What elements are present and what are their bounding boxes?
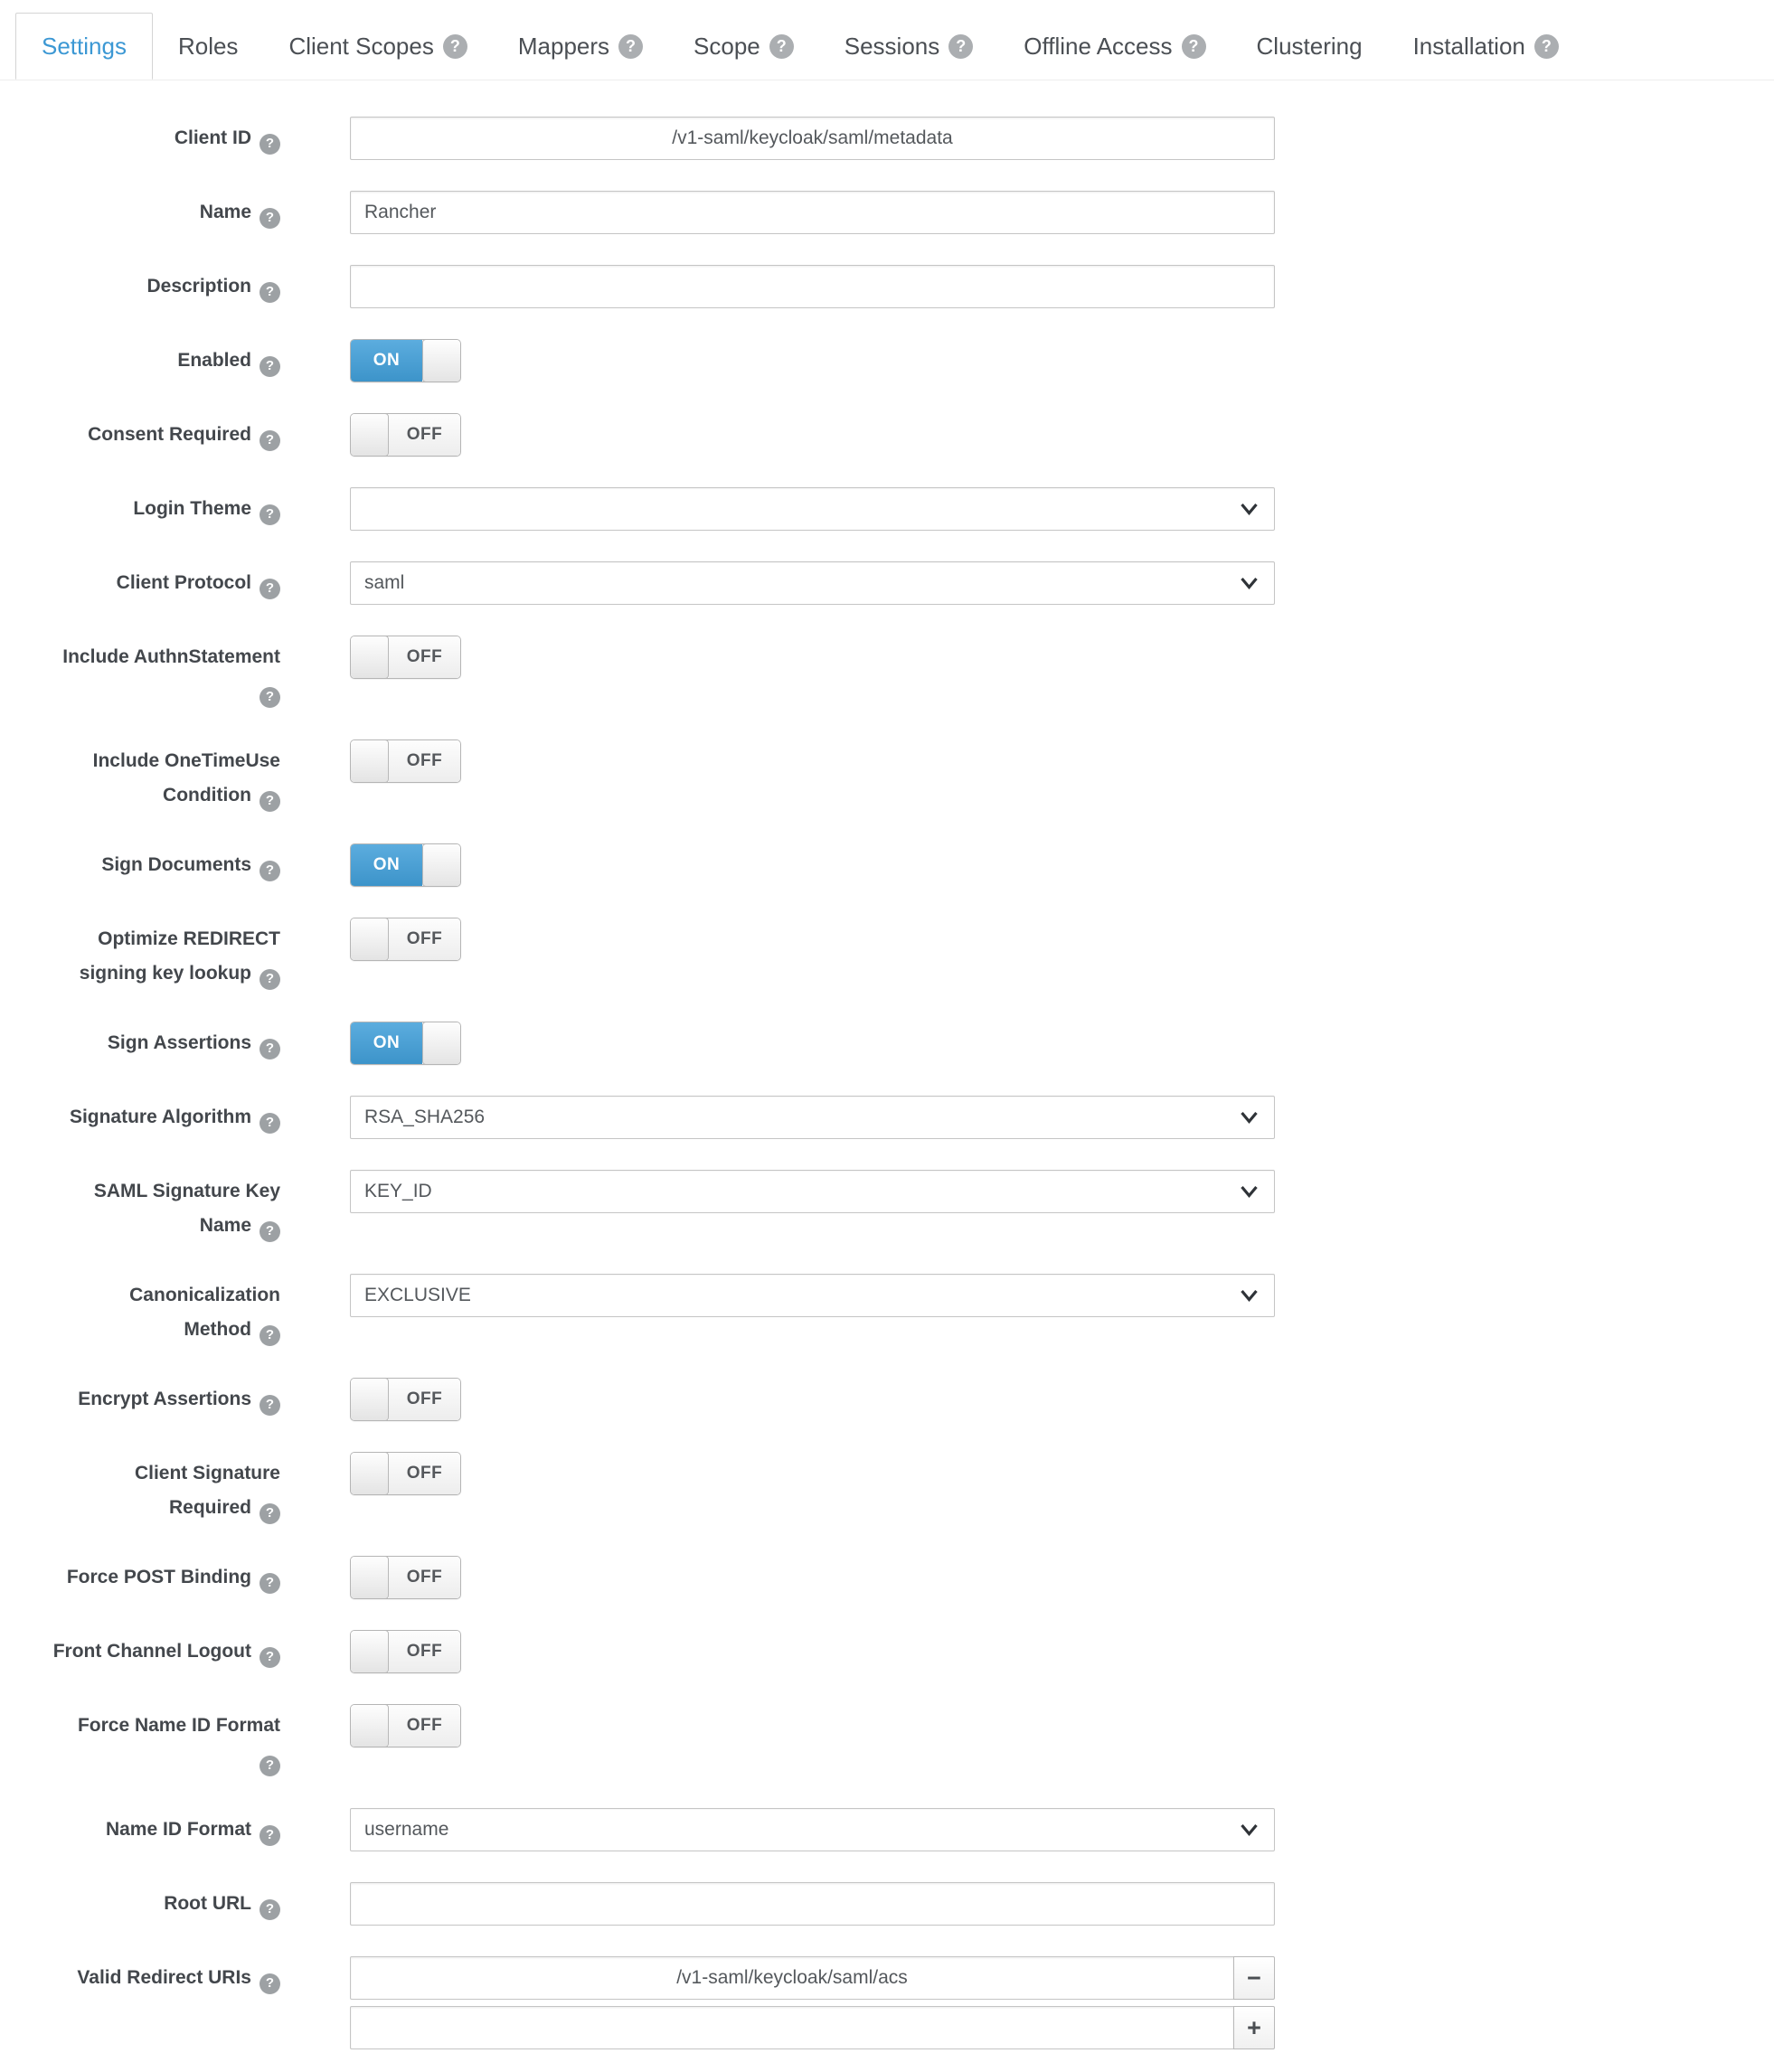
include-one-time-use-condition-control: [350, 739, 1275, 783]
field-label-line: [0, 1313, 280, 1347]
client-protocol-select[interactable]: [350, 561, 1275, 605]
help-icon[interactable]: ?: [1182, 34, 1206, 59]
select-value: RSA_SHA256: [364, 1107, 486, 1127]
force-post-binding-control: [350, 1556, 1275, 1599]
field-label-line: [0, 956, 280, 991]
enabled-toggle[interactable]: [350, 339, 461, 382]
enabled-control: [350, 339, 1275, 382]
field-row-sign-assertions: [0, 1022, 1774, 1065]
field-row-include-one-time-use-condition: [0, 739, 1774, 813]
name-control: [350, 191, 1275, 234]
field-label-text: Client Protocol: [116, 572, 251, 593]
tab-installation[interactable]: [1388, 13, 1584, 80]
help-icon[interactable]: ?: [769, 34, 794, 59]
toggle-handle: [350, 1556, 389, 1599]
front-channel-logout-label: [0, 1630, 280, 1669]
login-theme-control: [350, 487, 1275, 531]
toggle-handle: [350, 739, 389, 783]
client-protocol-control: [350, 561, 1275, 605]
tab-label: Installation: [1412, 32, 1525, 60]
redirect-uri-input[interactable]: [350, 1956, 1234, 2000]
select-value: KEY_ID: [364, 1181, 432, 1201]
help-icon[interactable]: ?: [259, 1113, 280, 1134]
field-label-line: [0, 1456, 280, 1491]
add-uri-button[interactable]: +: [1233, 2006, 1275, 2049]
field-label-text: Valid Redirect URIs: [77, 1967, 251, 1988]
help-icon[interactable]: ?: [259, 861, 280, 881]
field-label-line: [0, 492, 280, 526]
client-id-label: [0, 117, 280, 155]
toggle-handle: [350, 636, 389, 679]
signature-algorithm-label: [0, 1096, 280, 1135]
field-row-description: [0, 265, 1774, 308]
tab-label: Sessions: [844, 32, 940, 60]
valid-redirect-uris-label: [0, 1956, 280, 1995]
select-value: saml: [364, 572, 405, 593]
field-label-line: [0, 640, 280, 674]
select-value: username: [364, 1819, 449, 1840]
field-label-line: [0, 848, 280, 882]
toggle-state-label: OFF: [389, 1453, 460, 1494]
chevron-down-icon: [1240, 577, 1259, 589]
help-icon[interactable]: ?: [259, 1647, 280, 1668]
sign-documents-toggle[interactable]: [350, 843, 461, 887]
sign-documents-control: [350, 843, 1275, 887]
field-label-line: [0, 418, 280, 452]
force-name-id-format-toggle[interactable]: [350, 1704, 461, 1747]
chevron-down-icon: [1240, 503, 1259, 515]
encrypt-assertions-label: [0, 1378, 280, 1417]
field-row-force-name-id-format: [0, 1704, 1774, 1777]
select-value: EXCLUSIVE: [364, 1285, 471, 1305]
field-label-line: [0, 1743, 280, 1777]
help-icon[interactable]: ?: [259, 1573, 280, 1594]
tab-offline-access[interactable]: [998, 13, 1231, 80]
help-icon[interactable]: ?: [259, 356, 280, 377]
tab-roles[interactable]: [153, 13, 263, 80]
sign-documents-label: [0, 843, 280, 882]
help-icon[interactable]: ?: [948, 34, 973, 59]
field-row-client-id: [0, 117, 1774, 160]
tab-label: Scope: [694, 32, 760, 60]
help-icon[interactable]: ?: [259, 282, 280, 303]
client-signature-required-toggle[interactable]: [350, 1452, 461, 1495]
field-label-line: [0, 922, 280, 956]
help-icon[interactable]: ?: [1534, 34, 1559, 59]
signature-algorithm-select[interactable]: [350, 1096, 1275, 1139]
toggle-state-label: ON: [351, 340, 422, 381]
tab-label: Client Scopes: [288, 32, 434, 60]
field-label-text: Sign Documents: [101, 854, 251, 875]
toggle-handle: [350, 413, 389, 457]
chevron-down-icon: [1240, 1185, 1259, 1198]
client-id-control: [350, 117, 1275, 160]
field-label-text: Front Channel Logout: [52, 1641, 251, 1662]
remove-uri-button[interactable]: −: [1233, 1956, 1275, 2000]
field-label-text: Enabled: [177, 350, 251, 371]
chevron-down-icon: [1240, 1111, 1259, 1124]
toggle-state-label: OFF: [389, 918, 460, 960]
field-label-text: Description: [146, 276, 251, 297]
help-icon[interactable]: ?: [259, 687, 280, 708]
tab-client-scopes[interactable]: [263, 13, 492, 80]
help-icon[interactable]: ?: [259, 1899, 280, 1920]
field-label-line: [0, 1560, 280, 1595]
field-row-saml-signature-key-name: [0, 1170, 1774, 1243]
help-icon[interactable]: ?: [259, 504, 280, 525]
toggle-handle: [350, 1378, 389, 1421]
help-icon[interactable]: ?: [259, 1756, 280, 1776]
field-label-text: Name: [199, 202, 251, 222]
tab-label: Roles: [177, 32, 239, 60]
front-channel-logout-control: [350, 1630, 1275, 1673]
tab-clustering[interactable]: [1231, 13, 1388, 80]
include-authn-statement-toggle[interactable]: [350, 636, 461, 679]
tab-scope[interactable]: [668, 13, 819, 80]
toggle-state-label: OFF: [389, 414, 460, 456]
saml-signature-key-name-select[interactable]: [350, 1170, 1275, 1213]
field-label-text: Signature Algorithm: [69, 1107, 251, 1127]
field-label-line: [0, 1100, 280, 1135]
description-label: [0, 265, 280, 304]
field-label-line: [0, 744, 280, 778]
force-name-id-format-control: [350, 1704, 1275, 1747]
client-signature-required-control: [350, 1452, 1275, 1495]
canonicalization-method-control: [350, 1274, 1275, 1317]
field-label-text: Name: [199, 1215, 251, 1236]
sign-assertions-label: [0, 1022, 280, 1060]
name-id-format-label: [0, 1808, 280, 1847]
field-label-line: [0, 566, 280, 600]
help-icon[interactable]: ?: [259, 579, 280, 599]
toggle-handle: [422, 843, 461, 887]
tab-label: Settings: [42, 32, 127, 60]
client-protocol-label: [0, 561, 280, 600]
toggle-state-label: ON: [351, 844, 422, 886]
field-label-line: [0, 1382, 280, 1417]
encrypt-assertions-toggle[interactable]: [350, 1378, 461, 1421]
help-icon[interactable]: ?: [259, 1395, 280, 1416]
field-label-text: Consent Required: [88, 424, 251, 445]
enabled-label: [0, 339, 280, 378]
toggle-handle: [350, 1452, 389, 1495]
field-label-line: [0, 1813, 280, 1847]
force-name-id-format-label: [0, 1704, 280, 1777]
field-row-signature-algorithm: [0, 1096, 1774, 1139]
field-row-consent-required: [0, 413, 1774, 457]
field-label-line: [0, 121, 280, 155]
field-row-force-post-binding: [0, 1556, 1774, 1599]
tab-label: Mappers: [517, 32, 610, 60]
valid-redirect-uris-control: [350, 1956, 1275, 2049]
field-label-text: SAML Signature Key: [93, 1181, 280, 1201]
saml-signature-key-name-control: [350, 1170, 1275, 1213]
toggle-handle: [422, 1022, 461, 1065]
field-label-line: [0, 674, 280, 709]
optimize-redirect-signing-key-lookup-label: [0, 918, 280, 991]
field-label-text: Optimize REDIRECT: [98, 928, 280, 949]
field-row-sign-documents: [0, 843, 1774, 887]
field-label-line: [0, 1709, 280, 1743]
field-label-text: Encrypt Assertions: [78, 1389, 251, 1409]
field-row-login-theme: [0, 487, 1774, 531]
field-label-text: signing key lookup: [79, 963, 251, 984]
name-input[interactable]: [350, 191, 1275, 234]
field-label-line: [0, 778, 280, 813]
field-row-root-url: [0, 1882, 1774, 1926]
field-row-valid-redirect-uris: [0, 1956, 1774, 2049]
field-row-canonicalization-method: [0, 1274, 1774, 1347]
field-row-client-protocol: [0, 561, 1774, 605]
consent-required-label: [0, 413, 280, 452]
field-row-name-id-format: [0, 1808, 1774, 1851]
field-label-line: [0, 1961, 280, 1995]
field-label-text: Condition: [163, 785, 251, 805]
help-icon[interactable]: ?: [259, 1039, 280, 1060]
redirect-uri-group: [350, 2006, 1275, 2049]
field-label-text: Canonicalization: [129, 1285, 280, 1305]
field-label-line: [0, 1278, 280, 1313]
redirect-uri-group: [350, 1956, 1275, 2000]
field-label-line: [0, 344, 280, 378]
field-row-front-channel-logout: [0, 1630, 1774, 1673]
field-label-line: [0, 195, 280, 230]
tab-mappers[interactable]: [493, 13, 668, 80]
include-one-time-use-condition-label: [0, 739, 280, 813]
force-post-binding-toggle[interactable]: [350, 1556, 461, 1599]
optimize-redirect-signing-key-lookup-toggle[interactable]: [350, 918, 461, 961]
name-id-format-select[interactable]: [350, 1808, 1275, 1851]
toggle-state-label: OFF: [389, 1631, 460, 1672]
field-row-enabled: [0, 339, 1774, 382]
field-label-text: Login Theme: [133, 498, 251, 519]
optimize-redirect-signing-key-lookup-control: [350, 918, 1275, 961]
field-label-line: [0, 1887, 280, 1921]
toggle-handle: [350, 1704, 389, 1747]
toggle-handle: [350, 918, 389, 961]
toggle-state-label: OFF: [389, 636, 460, 678]
field-row-client-signature-required: [0, 1452, 1774, 1525]
field-row-encrypt-assertions: [0, 1378, 1774, 1421]
field-row-name: [0, 191, 1774, 234]
sign-assertions-control: [350, 1022, 1275, 1065]
root-url-input[interactable]: [350, 1882, 1275, 1926]
help-icon[interactable]: ?: [259, 791, 280, 812]
field-label-text: Client ID: [174, 127, 251, 148]
tab-settings[interactable]: [15, 13, 153, 80]
help-icon[interactable]: ?: [259, 969, 280, 990]
toggle-state-label: OFF: [389, 1557, 460, 1598]
login-theme-select[interactable]: [350, 487, 1275, 531]
client-id-input[interactable]: [350, 117, 1275, 160]
help-icon[interactable]: ?: [259, 1973, 280, 1994]
encrypt-assertions-control: [350, 1378, 1275, 1421]
canonicalization-method-label: [0, 1274, 280, 1347]
toggle-state-label: OFF: [389, 1379, 460, 1420]
chevron-down-icon: [1240, 1289, 1259, 1302]
client-tabs: [0, 0, 1774, 80]
field-label-text: Required: [168, 1497, 251, 1518]
tab-label: Clustering: [1256, 32, 1363, 60]
field-label-text: Name ID Format: [105, 1819, 251, 1840]
force-post-binding-label: [0, 1556, 280, 1595]
help-icon[interactable]: ?: [259, 1221, 280, 1242]
include-one-time-use-condition-toggle[interactable]: [350, 739, 461, 783]
name-id-format-control: [350, 1808, 1275, 1851]
client-settings-form: [0, 80, 1774, 2049]
field-label-line: [0, 1209, 280, 1243]
help-icon[interactable]: ?: [259, 1503, 280, 1524]
chevron-down-icon: [1240, 1823, 1259, 1836]
field-label-line: [0, 269, 280, 304]
select-value: [364, 509, 1240, 510]
toggle-state-label: OFF: [389, 740, 460, 782]
help-icon[interactable]: ?: [259, 134, 280, 155]
help-icon[interactable]: ?: [618, 34, 643, 59]
root-url-label: [0, 1882, 280, 1921]
field-label-line: [0, 1634, 280, 1669]
front-channel-logout-toggle[interactable]: [350, 1630, 461, 1673]
field-label-text: Force Name ID Format: [77, 1715, 280, 1736]
login-theme-label: [0, 487, 280, 526]
toggle-state-label: ON: [351, 1022, 422, 1064]
description-control: [350, 265, 1275, 308]
field-label-text: Include OneTimeUse: [92, 750, 280, 771]
tab-sessions[interactable]: [819, 13, 999, 80]
include-authn-statement-control: [350, 636, 1275, 679]
field-label-line: [0, 1174, 280, 1209]
field-label-text: Include AuthnStatement: [62, 646, 280, 667]
help-icon[interactable]: ?: [259, 430, 280, 451]
field-label-text: Method: [184, 1319, 251, 1340]
name-label: [0, 191, 280, 230]
toggle-handle: [350, 1630, 389, 1673]
help-icon[interactable]: ?: [259, 1825, 280, 1846]
field-label-text: Force POST Binding: [66, 1567, 251, 1587]
root-url-control: [350, 1882, 1275, 1926]
tab-label: Offline Access: [1024, 32, 1173, 60]
field-row-include-authn-statement: [0, 636, 1774, 709]
field-label-text: Root URL: [164, 1893, 251, 1914]
help-icon[interactable]: ?: [259, 208, 280, 229]
saml-signature-key-name-label: [0, 1170, 280, 1243]
field-label-line: [0, 1026, 280, 1060]
help-icon[interactable]: ?: [259, 1325, 280, 1346]
description-input[interactable]: [350, 265, 1275, 308]
redirect-uri-input[interactable]: [350, 2006, 1234, 2049]
include-authn-statement-label: [0, 636, 280, 709]
toggle-handle: [422, 339, 461, 382]
consent-required-toggle[interactable]: [350, 413, 461, 457]
help-icon[interactable]: ?: [443, 34, 467, 59]
signature-algorithm-control: [350, 1096, 1275, 1139]
toggle-state-label: OFF: [389, 1705, 460, 1747]
field-row-optimize-redirect-signing-key-lookup: [0, 918, 1774, 991]
sign-assertions-toggle[interactable]: [350, 1022, 461, 1065]
field-label-text: Sign Assertions: [107, 1032, 251, 1053]
field-label-line: [0, 1491, 280, 1525]
canonicalization-method-select[interactable]: [350, 1274, 1275, 1317]
field-label-text: Client Signature: [134, 1463, 280, 1483]
consent-required-control: [350, 413, 1275, 457]
client-signature-required-label: [0, 1452, 280, 1525]
